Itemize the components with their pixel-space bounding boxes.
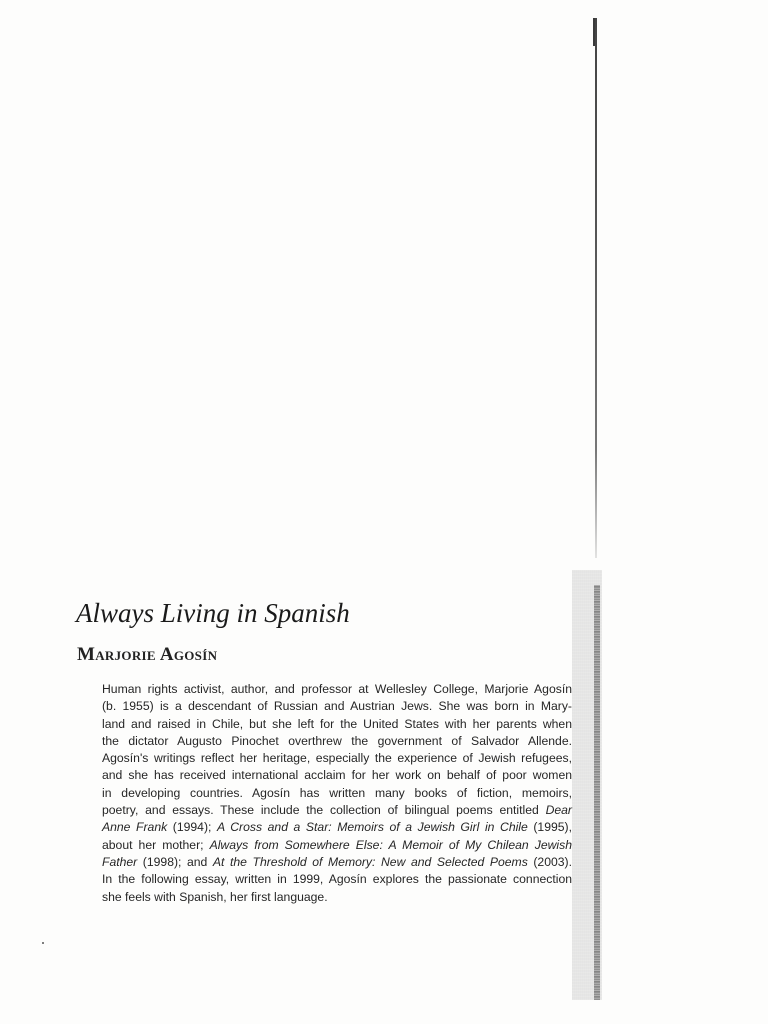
intro-line [102, 733, 572, 750]
intro-text: (1994); [167, 820, 217, 835]
intro-text: Human rights activist, author, and professor at Wellesley College, Marjorie Agosín [102, 682, 572, 696]
book-title-italic: Father [102, 854, 138, 869]
intro-text: about her mother; [102, 837, 210, 852]
intro-text: In the following essay, written in 1999, Agosín explores the passionate connection [102, 872, 572, 887]
intro-line [102, 854, 572, 871]
intro-line [102, 698, 572, 715]
author-name: Marjorie Agosín [77, 644, 218, 665]
intro-text: (b. 1955) is a descendant of Russian and Austrian Jews. She was born in Mary- [102, 699, 572, 714]
intro-line [102, 889, 572, 906]
scan-speck [42, 942, 44, 944]
page-edge-scan-noise [594, 585, 600, 1000]
book-title-italic: Anne Frank [102, 820, 168, 835]
binding-rule [595, 18, 597, 558]
intro-line [102, 767, 572, 784]
intro-line [102, 819, 572, 836]
book-title-italic: Dear [545, 803, 572, 818]
intro-text: (1998); and [137, 854, 213, 869]
intro-line [102, 837, 572, 854]
essay-title: Always Living in Spanish [76, 598, 350, 628]
intro-text: Agosín's writings reflect her heritage, especially the experience of Jewish refugees, [102, 751, 572, 766]
intro-text: (1995), [527, 820, 572, 835]
intro-line [102, 802, 572, 819]
intro-line [102, 716, 572, 733]
intro-text: the dictator Augusto Pinochet overthrew the government of Salvador Allende. [102, 733, 572, 748]
book-title-italic: Always from Somewhere Else: A Memoir of My Chilean Jewish [209, 837, 572, 852]
intro-text: (2003). [527, 854, 572, 869]
book-title-italic: A Cross and a Star: Memoirs of a Jewish Girl in Chile [216, 820, 528, 835]
intro-text: in developing countries. Agosín has written many books of fiction, memoirs, [102, 785, 572, 800]
intro-line [102, 871, 572, 888]
intro-line [102, 750, 572, 767]
author-introduction [102, 681, 572, 906]
intro-line [102, 681, 572, 698]
intro-text: and she has received international acclaim for her work on behalf of poor women [102, 768, 572, 783]
intro-text: poetry, and essays. These include the collection of bilingual poems entitled [102, 803, 546, 818]
intro-text: she feels with Spanish, her first language. [102, 889, 328, 904]
intro-text: land and raised in Chile, but she left for the United States with her parents when [102, 716, 572, 731]
book-title-italic: At the Threshold of Memory: New and Selected Poems [212, 854, 528, 869]
intro-line [102, 785, 572, 802]
